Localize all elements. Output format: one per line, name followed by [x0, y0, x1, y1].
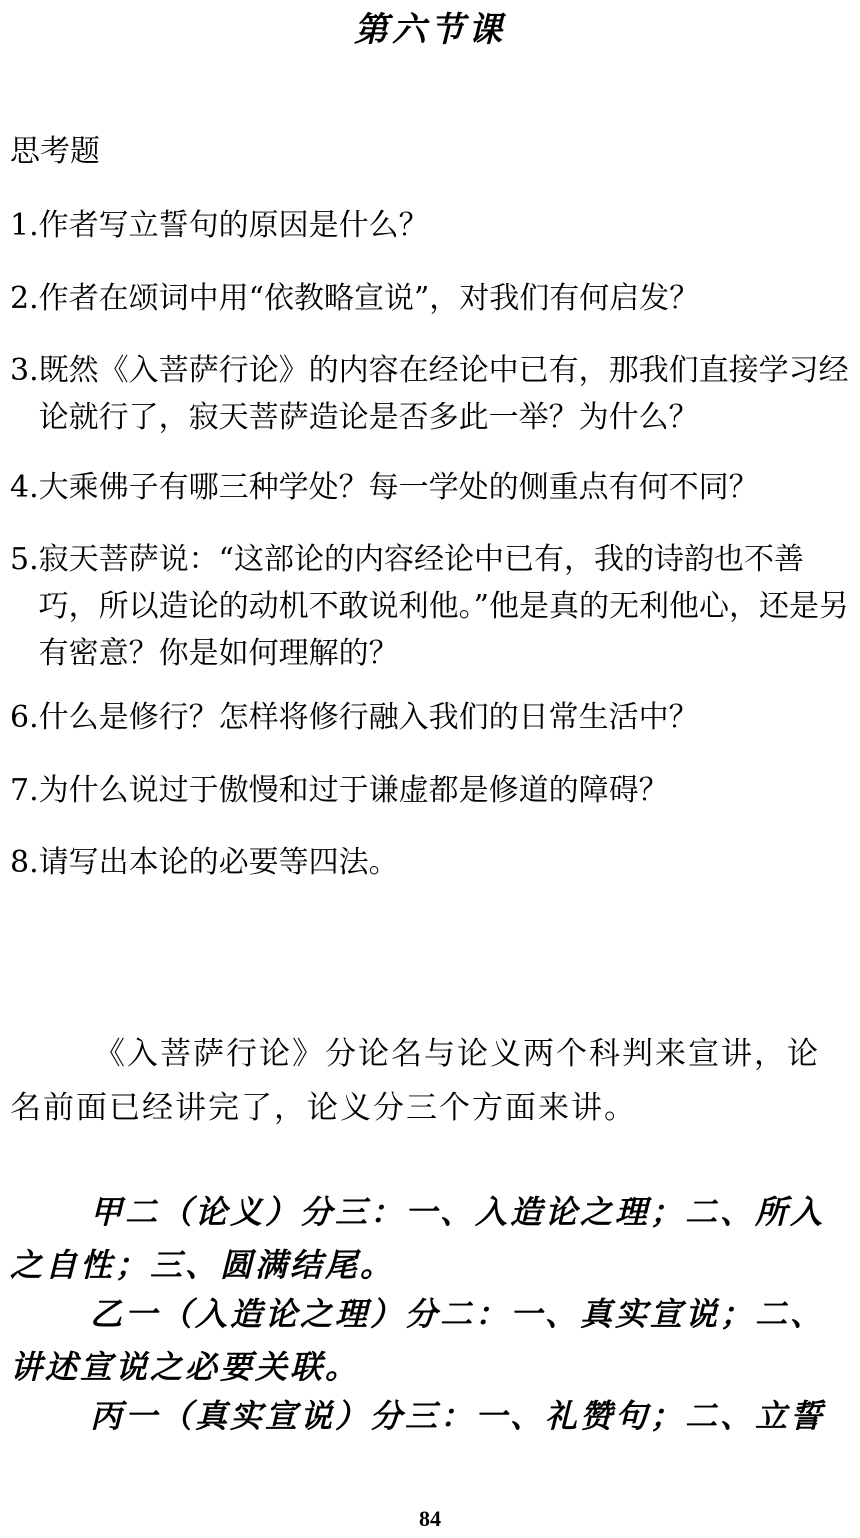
- question-text: 既然《入菩萨行论》的内容在经论中已有，那我们直接学习经论就行了，寂天菩萨造论是否多此一举？为什么？: [38, 353, 849, 435]
- question-number: 8.: [10, 845, 39, 880]
- question-number: 6.: [10, 700, 39, 735]
- question-text: 寂天菩萨说：“这部论的内容经论中已有，我的诗韵也不善巧，所以造论的动机不敢说利他。”他是真的无利他心，还是另有密意？你是如何理解的？: [38, 542, 849, 671]
- question-text: 作者写立誓句的原因是什么？: [38, 208, 429, 243]
- question-item: [10, 202, 852, 249]
- question-item: [10, 767, 852, 814]
- question-number: 2.: [10, 281, 39, 316]
- question-text: 什么是修行？怎样将修行融入我们的日常生活中？: [38, 700, 699, 735]
- question-text: 作者在颂词中用“依教略宣说”，对我们有何启发？: [38, 281, 700, 316]
- question-item: [10, 694, 852, 741]
- outline-heading: 丙一（真实宣说）分三：一、礼赞句；二、立誓: [90, 1397, 826, 1435]
- question-number: 3.: [10, 353, 39, 388]
- question-item: [10, 347, 852, 441]
- question-number: 1.: [10, 208, 39, 243]
- question-item: [10, 275, 852, 322]
- question-item: [10, 536, 852, 677]
- intro-paragraph: 《入菩萨行论》分论名与论义两个科判来宣讲，论名前面已经讲完了，论义分三个方面来讲。: [10, 1036, 820, 1126]
- question-text: 为什么说过于傲慢和过于谦虚都是修道的障碍？: [38, 773, 669, 808]
- page-number: 84: [419, 1506, 441, 1531]
- question-item: [10, 464, 852, 511]
- question-text: 大乘佛子有哪三种学处？每一学处的侧重点有何不同？: [38, 470, 759, 505]
- page-title: 第六节课: [354, 10, 506, 50]
- outline-heading: 乙一（入造论之理）分二：一、真实宣说；二、讲述宣说之必要关联。: [10, 1295, 826, 1386]
- questions-heading: 思考题: [10, 134, 100, 169]
- question-number: 7.: [10, 773, 39, 808]
- outline-heading: 甲二（论义）分三：一、入造论之理；二、所入之自性；三、圆满结尾。: [10, 1193, 826, 1284]
- question-number: 4.: [10, 470, 39, 505]
- question-text: 请写出本论的必要等四法。: [38, 845, 399, 880]
- question-number: 5.: [10, 542, 39, 577]
- question-item: [10, 839, 852, 886]
